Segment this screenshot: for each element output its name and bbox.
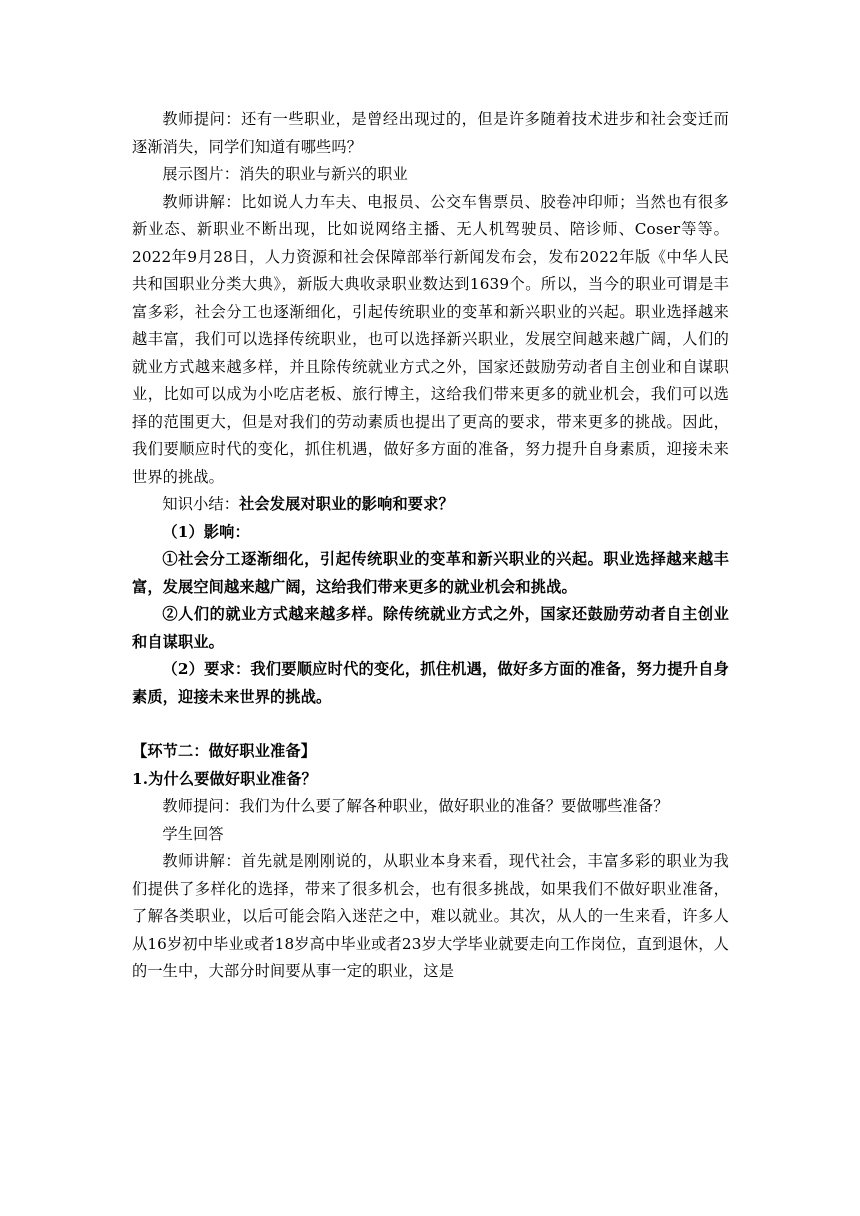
- teacher-question-paragraph: 教师提问：还有一些职业，是曾经出现过的，但是许多随着技术进步和社会变迁而逐渐消失，同学们知道有哪些吗？: [132, 110, 729, 156]
- influence-point-2: ②人们的就业方式越来越多样。除传统就业方式之外，国家还鼓励劳动者自主创业和自谋职业。: [132, 605, 729, 651]
- knowledge-summary-question: 社会发展对职业的影响和要求？: [239, 495, 454, 513]
- influence-heading: （1）影响：: [162, 522, 250, 541]
- teacher-explanation-paragraph-2: 教师讲解：首先就是刚刚说的，从职业本身来看，现代社会，丰富多彩的职业为我们提供了多样化的选择，带来了很多机会，也有很多挑战，如果我们不做好职业准备，了解各类职业，以后可能会陷入迷茫之中，难以就业。其次，从人的一生来看，许多人从16岁初中毕业或者18岁高中毕业或者23岁大学毕业就要走向工作岗位，直到退休，人的一生中，大部分时间要从事一定的职业，这是: [132, 852, 729, 980]
- influence-point-1: ①社会分工逐渐细化，引起传统职业的变革和新兴职业的兴起。职业选择越来越丰富，发展空间越来越广阔，这给我们带来更多的就业机会和挑战。: [132, 550, 729, 596]
- section-two-heading: 【环节二：做好职业准备】: [132, 742, 317, 760]
- subsection-heading: 1.为什么要做好职业准备？: [132, 769, 317, 788]
- section-gap: [132, 711, 729, 738]
- knowledge-summary-paragraph: [132, 491, 729, 519]
- show-image-paragraph: 展示图片：消失的职业与新兴的职业: [162, 165, 408, 183]
- requirement-paragraph: （2）要求：我们要顺应时代的变化，抓住机遇，做好多方面的准备，努力提升自身素质，迎接未来世界的挑战。: [132, 660, 729, 706]
- teacher-question-paragraph-2: 教师提问：我们为什么要了解各种职业，做好职业的准备？要做哪些准备？: [162, 797, 669, 815]
- teacher-explanation-paragraph: 教师讲解：比如说人力车夫、电报员、公交车售票员、胶卷冲印师；当然也有很多新业态、新职业不断出现，比如说网络主播、无人机驾驶员、陪诊师、Coser等等。2022年9月28日，人力资源和社会保障部举行新闻发布会，发布2022年版《中华人民共和国职业分类大典》，新版大典收录职业数达到1639个。所以，当今的职业可谓是丰富多彩，社会分工也逐渐细化，引起传统职业的变革和新兴职业的兴起。职业选择越来越丰富，我们可以选择传统职业，也可以选择新兴职业，发展空间越来越广阔，人们的就业方式越来越多样，并且除传统就业方式之外，国家还鼓励劳动者自主创业和自谋职业，比如可以成为小吃店老板、旅行博主，这给我们带来更多的就业机会，我们可以选择的范围更大，但是对我们的劳动素质也提出了更高的要求，带来更多的挑战。因此，我们要顺应时代的变化，抓住机遇，做好多方面的准备，努力提升自身素质，迎接未来世界的挑战。: [132, 192, 729, 486]
- student-answer-paragraph: 学生回答: [162, 824, 224, 843]
- knowledge-summary-label: 知识小结：: [162, 495, 240, 513]
- document-page: [132, 106, 729, 986]
